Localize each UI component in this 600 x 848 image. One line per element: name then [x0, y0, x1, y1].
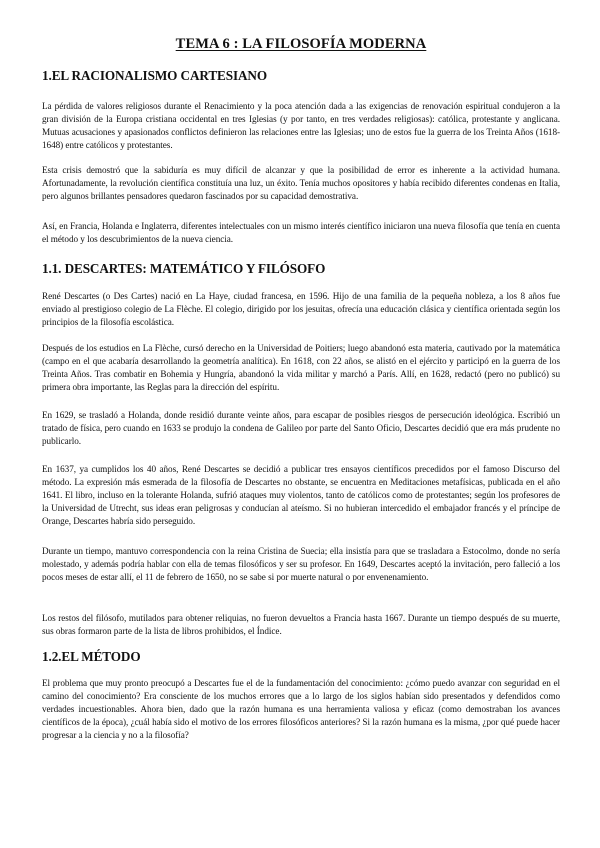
paragraph: Esta crisis demostró que la sabiduría es muy difícil de alcanzar y que la posibilidad de error es inherente a la actividad humana. Afortunadamente, la revolución científica constituía una luz, un éxito. Tenía muchos opositores y había recibido diferentes condenas en Italia, pero algunos brillantes pensadores quedaron fascinados por su capacidad demostrativa.: [42, 165, 560, 201]
section-heading-metodo: 1.2.EL MÉTODO: [42, 649, 141, 664]
paragraph: Después de los estudios en La Flèche, cursó derecho en la Universidad de Poitiers; luego abandonó esta materia, cautivado por la matemática (campo en el que acabaría desarrollando la geometría analítica). En 1618, con 22 años, se alistó en el ejército y participó en la guerra de los Treinta Años. Tras combatir en Bohemia y Hungría, abandonó la vida militar y marchó a París. Allí, en 1628, redactó (pero no publicó) su primera obra importante, las Reglas para la dirección del espíritu.: [42, 343, 560, 392]
section-heading-descartes: 1.1. DESCARTES: MATEMÁTICO Y FILÓSOFO: [42, 261, 326, 276]
paragraph: La pérdida de valores religiosos durante el Renacimiento y la poca atención dada a las exigencias de renovación espiritual condujeron a la gran división de la Europa cristiana occidental en tres Iglesias (y por tanto, en tres verdades religiosas): católica, protestante y anglicana. Mutuas acusaciones y apasionados conflictos definieron las relaciones entre las Iglesias; uno de estos fue la guerra de los Treinta Años (1618-1648) entre católicos y protestantes.: [42, 101, 560, 150]
paragraph: El problema que muy pronto preocupó a Descartes fue el de la fundamentación del conocimiento: ¿cómo puedo avanzar con seguridad en el camino del conocimiento? Era consciente de los muchos errores que a lo largo de los siglos habían sido presentados y defendidos como verdades incuestionables. Ahora bien, dado que la razón humana es una herramienta valiosa y eficaz (como demostraban los avances científicos de la época), ¿cuál había sido el motivo de los errores filosóficos anteriores? Si la razón humana es la misma, ¿por qué puede hacer progresar a la ciencia y no a la filosofía?: [42, 678, 560, 740]
document-title: TEMA 6 : LA FILOSOFÍA MODERNA: [175, 36, 427, 52]
paragraph: Los restos del filósofo, mutilados para obtener reliquias, no fueron devueltos a Francia hasta 1667. Durante un tiempo después de su muerte, sus obras formaron parte de la lista de libros prohibidos, el Índice.: [42, 613, 560, 636]
paragraph: René Descartes (o Des Cartes) nació en La Haye, ciudad francesa, en 1596. Hijo de una familia de la pequeña nobleza, a los 8 años fue enviado al prestigioso colegio de La Flèche. El colegio, dirigido por los jesuitas, ofrecía una educación clásica y científica orientada según los principios de la filosofía escolástica.: [42, 291, 560, 327]
section-heading-racionalismo: 1.EL RACIONALISMO CARTESIANO: [42, 68, 267, 83]
paragraph: En 1629, se trasladó a Holanda, donde residió durante veinte años, para escapar de posibles riesgos de persecución ideológica. Escribió un tratado de física, pero cuando en 1633 se produjo la condena de Galileo por parte del Santo Oficio, Descartes decidió que era más prudente no publicarlo.: [42, 410, 560, 446]
paragraph: Durante un tiempo, mantuvo correspondencia con la reina Cristina de Suecia; ella insistía para que se trasladara a Estocolmo, donde no sería molestado, y además podría hablar con ella de temas filosóficos y ser su profesor. En 1649, Descartes aceptó la invitación, pero falleció a los pocos meses de estar allí, el 11 de febrero de 1650, no se sabe si por muerte natural o por envenenamiento.: [42, 546, 560, 582]
paragraph: En 1637, ya cumplidos los 40 años, René Descartes se decidió a publicar tres ensayos científicos precedidos por el famoso Discurso del método. La expresión más esmerada de la filosofía de Descartes no obstante, se encuentra en Meditaciones metafísicas, publicada en el año 1641. El libro, incluso en la tolerante Holanda, sufrió ataques muy violentos, tanto de católicos como de protestantes; según los profesores de la Universidad de Utrecht, sus ideas eran peligrosas y conducían al ateísmo. Si no hubieran intercedido el embajador francés y el príncipe de Orange, Descartes habría sido perseguido.: [42, 464, 560, 526]
paragraph: Así, en Francia, Holanda e Inglaterra, diferentes intelectuales con un mismo interés científico iniciaron una nueva filosofía que tenía en cuenta el método y los descubrimientos de la nueva ciencia.: [42, 221, 560, 244]
